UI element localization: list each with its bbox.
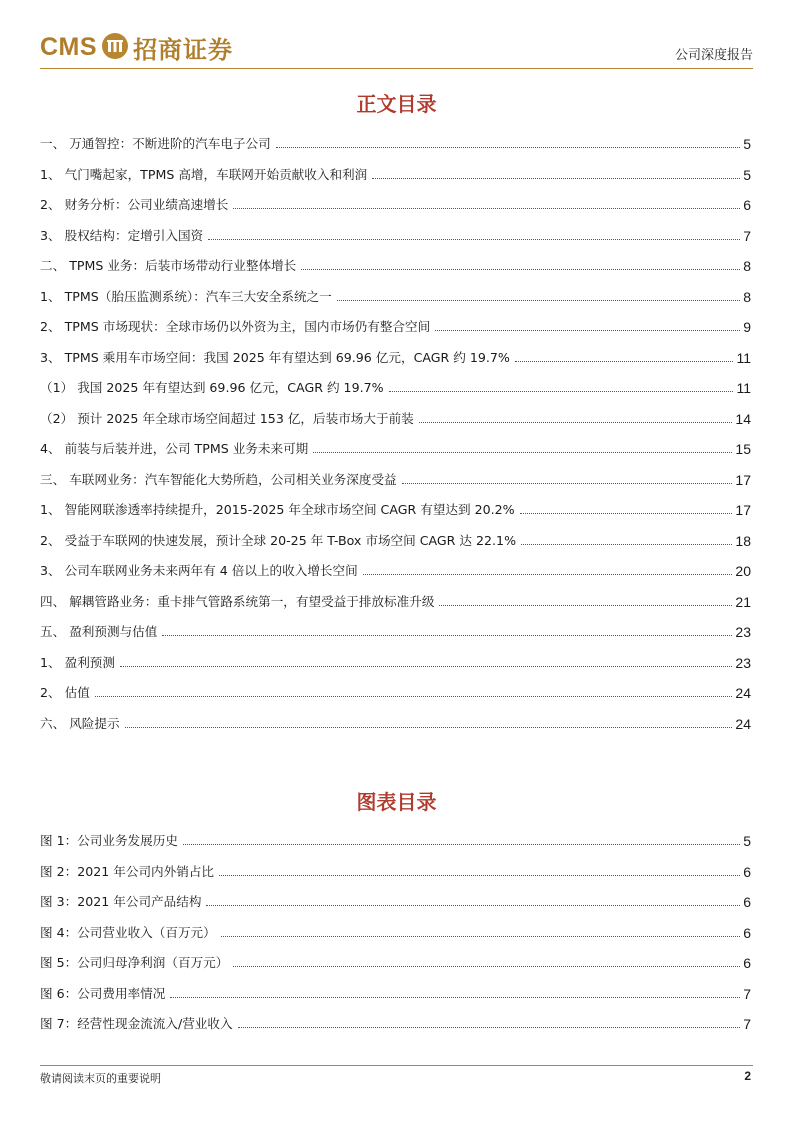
report-type-label: 公司深度报告 <box>674 48 753 63</box>
logo-emblem-icon <box>102 33 128 59</box>
footer-disclaimer: 敬请阅读末页的重要说明 <box>40 1072 161 1085</box>
figure-entry[interactable] <box>40 829 751 849</box>
toc-entry[interactable] <box>40 315 751 335</box>
figure-entry-page: 5 <box>743 833 751 849</box>
toc-entry-page: 15 <box>735 441 751 457</box>
toc-entry[interactable] <box>40 620 751 640</box>
dot-leader <box>313 452 732 453</box>
dot-leader <box>221 936 740 937</box>
logo-latin-text: CMS <box>40 32 98 61</box>
toc-entry-page: 5 <box>743 166 751 183</box>
toc-entry-label: 1、 TPMS（胎压监测系统）：汽车三大安全系统之一 <box>40 288 332 304</box>
dot-leader <box>363 574 733 575</box>
dot-leader <box>120 666 732 667</box>
figure-toc-title: 图表目录 <box>356 790 437 814</box>
figure-entry[interactable] <box>40 890 751 910</box>
figure-entry-page: 6 <box>743 894 751 910</box>
toc-entry-label: 三、 车联网业务：汽车智能化大势所趋，公司相关业务深度受益 <box>40 471 397 487</box>
figure-entry-label: 图 6：公司费用率情况 <box>40 985 166 1001</box>
dot-leader <box>162 635 732 636</box>
footer-divider <box>40 1065 753 1066</box>
toc-entry-page: 17 <box>735 471 751 488</box>
dot-leader <box>206 905 740 906</box>
toc-entry-page: 11 <box>736 349 751 366</box>
toc-entry-page: 18 <box>735 532 751 549</box>
toc-entry[interactable] <box>40 346 751 366</box>
figure-entry-label: 图 3：2021 年公司产品结构 <box>40 894 202 909</box>
toc-entry-page: 5 <box>743 136 751 152</box>
toc-entry-page: 23 <box>735 624 751 640</box>
toc-entry[interactable] <box>40 254 751 274</box>
figure-entry-label: 图 1：公司业务发展历史 <box>40 833 178 848</box>
figure-entry[interactable] <box>40 982 751 1002</box>
toc-entry-page: 21 <box>735 593 751 610</box>
figure-entry-page: 6 <box>743 863 751 880</box>
toc-entry-label: 2、 受益于车联网的快速发展，预计全球 20-25 年 T-Box 市场空间 CAGR 达 22.1% <box>40 532 517 548</box>
dot-leader <box>337 300 740 301</box>
toc-entry-label: 1、 智能网联渗透率持续提升，2015-2025 年全球市场空间 CAGR 有望达到 20.2% <box>40 502 515 517</box>
toc-entry[interactable] <box>40 529 751 549</box>
toc-entry[interactable] <box>40 651 751 671</box>
page-header <box>40 26 753 68</box>
dot-leader <box>520 513 733 514</box>
toc-entry-label: 六、 风险提示 <box>40 715 120 731</box>
toc-entry-label: 四、 解耦管路业务：重卡排气管路系统第一，有望受益于排放标准升级 <box>40 593 435 609</box>
dot-leader <box>372 178 740 179</box>
dot-leader <box>238 1027 741 1028</box>
toc-entry[interactable] <box>40 437 751 457</box>
toc-entry[interactable] <box>40 712 751 732</box>
toc-entry-label: 1、 盈利预测 <box>40 654 115 670</box>
toc-entry-page: 9 <box>743 319 751 335</box>
toc-entry-label: 3、 股权结构：定增引入国资 <box>40 227 204 243</box>
toc-entry[interactable] <box>40 376 751 396</box>
main-toc-title: 正文目录 <box>356 92 437 116</box>
toc-entry-page: 20 <box>735 563 751 579</box>
toc-entry-page: 24 <box>735 715 751 732</box>
toc-entry-label: 3、 公司车联网业务未来两年有 4 倍以上的收入增长空间 <box>40 563 358 578</box>
toc-entry-page: 24 <box>735 685 751 701</box>
dot-leader <box>170 997 740 998</box>
toc-entry-page: 8 <box>743 288 751 305</box>
toc-entry-page: 14 <box>735 410 751 427</box>
dot-leader <box>276 147 741 148</box>
dot-leader <box>95 696 733 697</box>
toc-entry-label: （2） 预计 2025 年全球市场空间超过 153 亿，后装市场大于前装 <box>40 410 414 426</box>
toc-entry[interactable] <box>40 285 751 305</box>
toc-entry-page: 11 <box>736 380 751 396</box>
logo-chinese-text: 招商证券 <box>133 34 234 64</box>
toc-entry-page: 23 <box>735 654 751 671</box>
dot-leader <box>219 875 740 876</box>
dot-leader <box>389 391 734 392</box>
figure-entry[interactable] <box>40 860 751 880</box>
toc-entry-label: 1、 气门嘴起家，TPMS 高增，车联网开始贡献收入和利润 <box>40 166 368 182</box>
dot-leader <box>521 544 732 545</box>
toc-entry-page: 17 <box>735 502 751 518</box>
dot-leader <box>233 208 740 209</box>
toc-entry-page: 7 <box>743 227 751 244</box>
dot-leader <box>183 844 740 845</box>
toc-entry-label: 二、 TPMS 业务：后装市场带动行业整体增长 <box>40 258 297 273</box>
toc-entry-label: 3、 TPMS 乘用车市场空间：我国 2025 年有望达到 69.96 亿元，CAGR 约 19.7% <box>40 349 510 365</box>
dot-leader <box>419 422 733 423</box>
dot-leader <box>435 330 740 331</box>
dot-leader <box>233 966 740 967</box>
figure-entry-label: 图 5：公司归母净利润（百万元） <box>40 955 229 970</box>
page-number: 2 <box>744 1069 751 1083</box>
toc-entry[interactable] <box>40 132 751 152</box>
company-logo <box>40 26 233 68</box>
toc-entry[interactable] <box>40 681 751 701</box>
toc-entry[interactable] <box>40 468 751 488</box>
figure-entry-label: 图 7：经营性现金流流入/营业收入 <box>40 1016 233 1031</box>
toc-entry-label: 4、 前装与后装并进，公司 TPMS 业务未来可期 <box>40 441 309 456</box>
dot-leader <box>402 483 733 484</box>
dot-leader <box>125 727 733 728</box>
figure-entry-label: 图 2：2021 年公司内外销占比 <box>40 863 215 879</box>
toc-entry[interactable] <box>40 590 751 610</box>
dot-leader <box>439 605 732 606</box>
dot-leader <box>208 239 740 240</box>
figure-entry[interactable] <box>40 951 751 971</box>
toc-entry-label: 一、 万通智控：不断进阶的汽车电子公司 <box>40 136 271 151</box>
toc-entry[interactable] <box>40 224 751 244</box>
toc-entry-label: 2、 TPMS 市场现状：全球市场仍以外资为主，国内市场仍有整合空间 <box>40 319 431 334</box>
toc-entry-label: 五、 盈利预测与估值 <box>40 624 158 639</box>
toc-entry[interactable] <box>40 163 751 183</box>
toc-entry[interactable] <box>40 498 751 518</box>
toc-entry-label: （1） 我国 2025 年有望达到 69.96 亿元，CAGR 约 19.7% <box>40 380 384 395</box>
dot-leader <box>515 361 734 362</box>
header-divider <box>40 68 753 69</box>
toc-entry[interactable] <box>40 407 751 427</box>
figure-entry[interactable] <box>40 921 751 941</box>
toc-entry-page: 8 <box>743 258 751 274</box>
toc-entry[interactable] <box>40 193 751 213</box>
figure-entry-page: 6 <box>743 955 751 971</box>
toc-entry-page: 6 <box>743 197 751 213</box>
figure-entry-label: 图 4：公司营业收入（百万元） <box>40 924 216 940</box>
dot-leader <box>301 269 740 270</box>
toc-entry-label: 2、 估值 <box>40 685 90 700</box>
figure-entry-page: 7 <box>743 1016 751 1032</box>
toc-entry[interactable] <box>40 559 751 579</box>
figure-entry-page: 6 <box>743 924 751 941</box>
toc-entry-label: 2、 财务分析：公司业绩高速增长 <box>40 197 229 212</box>
figure-entry[interactable] <box>40 1012 751 1032</box>
figure-entry-page: 7 <box>743 985 751 1002</box>
